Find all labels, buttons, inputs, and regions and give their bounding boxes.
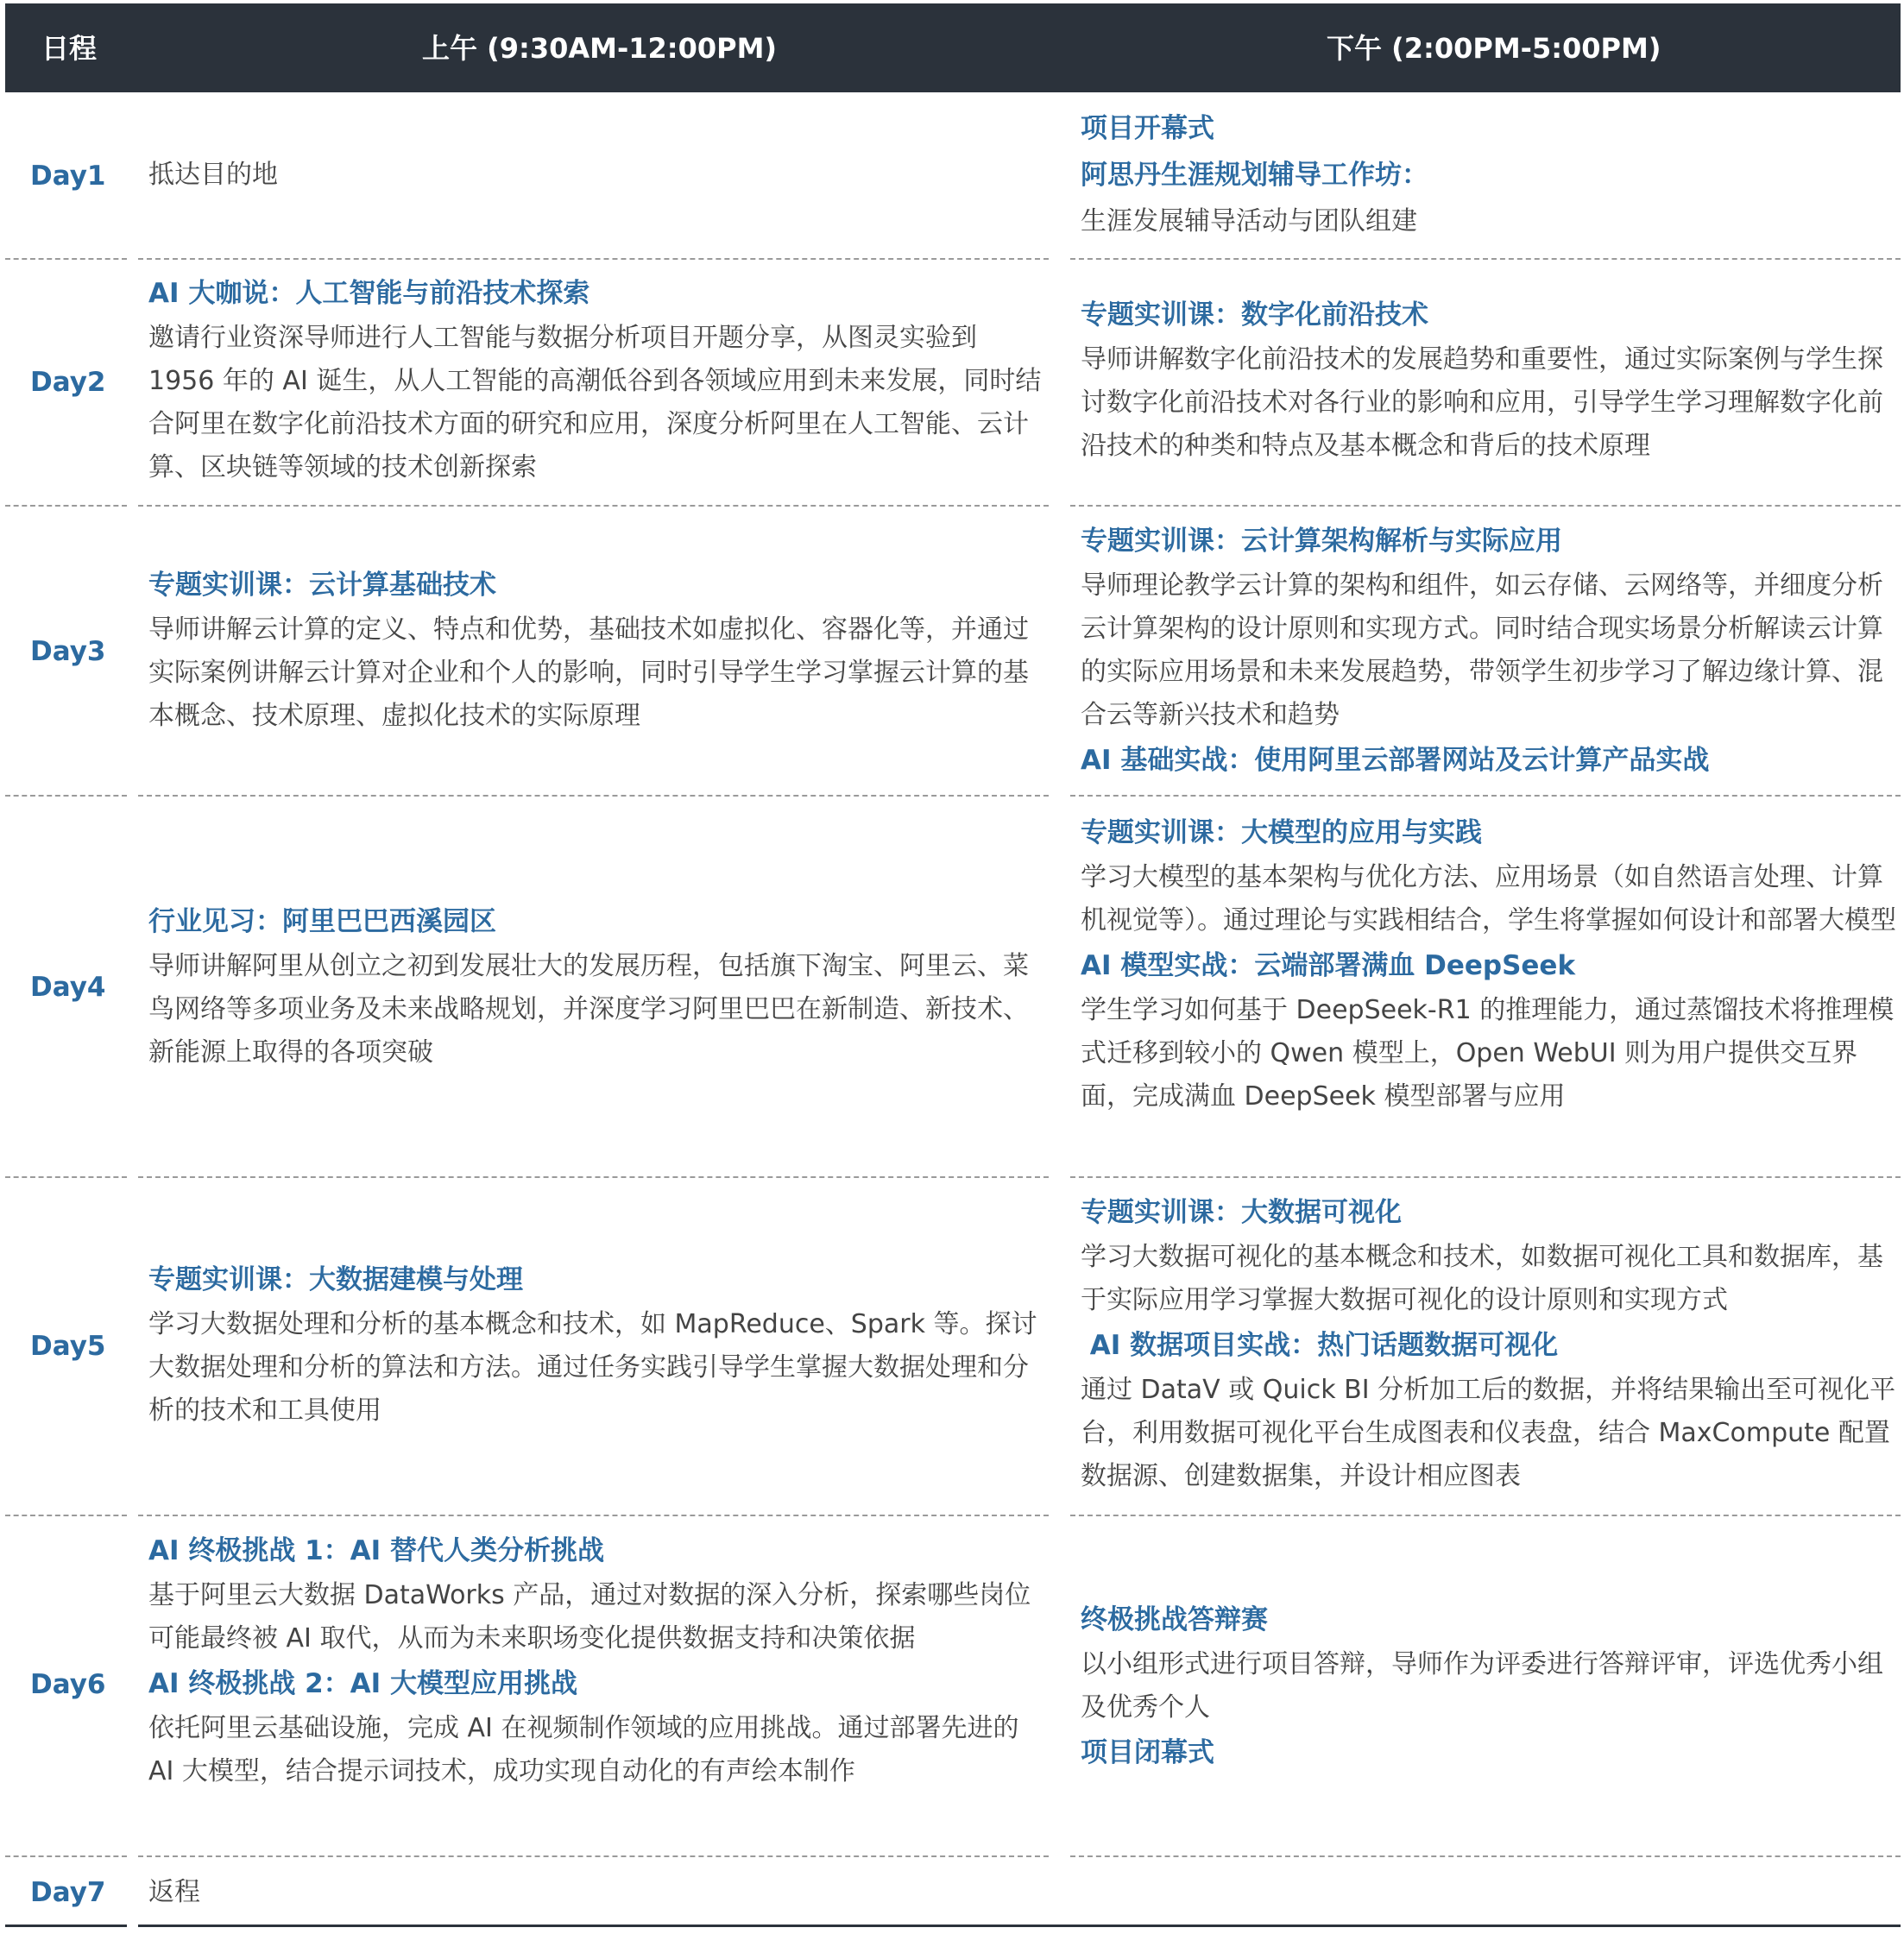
pm-session [1081,810,1901,1118]
pm-title: 专题实训课：大数据可视化 [1081,1197,1402,1228]
am-text: 导师讲解云计算的定义、特点和优势，基础技术如虚拟化、容器化等，并通过实际案例讲解云计算对企业和个人的影响，同时引导学生学习掌握云计算的基本概念、技术原理、虚拟化技术的实际原理 [148,614,1029,731]
am-session [148,1257,1046,1433]
row-divider [5,1176,127,1178]
pm-text: 生涯发展辅导活动与团队组建 [1081,206,1417,236]
pm-title: 专题实训课：大模型的应用与实践 [1081,817,1482,848]
am-plain-text: 返程 [148,1877,200,1907]
row-divider [5,1855,127,1857]
row-divider [138,1855,1049,1857]
header-day-label: 日程 [41,32,98,65]
row-divider [1070,258,1901,260]
am-text: 学习大数据处理和分析的基本概念和技术，如 MapReduce、Spark 等。探讨大数据处理和分析的算法和方法。通过任务实践引导学生掌握大数据处理和分析的技术和工具使用 [148,1309,1037,1426]
day-label: Day7 [30,1877,106,1908]
pm-title: AI 模型实战：云端部署满血 DeepSeek [1081,950,1576,981]
row-divider [1070,1855,1901,1857]
am-title: AI 大咖说：人工智能与前沿技术探索 [148,278,590,309]
pm-session [1081,105,1901,245]
row-divider [5,795,127,797]
pm-text: 学生学习如何基于 DeepSeek-R1 的推理能力，通过蒸馏技术将推理模式迁移到较小的 Qwen 模型上，Open WebUI 则为用户提供交互界面，完成满血 DeepSeek 模型部署与应用 [1081,995,1895,1112]
pm-session [1081,1189,1901,1498]
pm-text: 以小组形式进行项目答辩，导师作为评委进行答辩评审，评选优秀小组及优秀个人 [1081,1649,1883,1723]
pm-title: 专题实训课：云计算架构解析与实际应用 [1081,526,1562,557]
am-title: 行业见习：阿里巴巴西溪园区 [148,906,496,937]
row-divider [5,505,127,507]
am-text: 基于阿里云大数据 DataWorks 产品，通过对数据的深入分析，探索哪些岗位可能最终被 AI 取代，从而为未来职场变化提供数据支持和决策依据 [148,1580,1031,1654]
pm-title: AI 基础实战：使用阿里云部署网站及云计算产品实战 [1081,745,1710,776]
day-label: Day5 [30,1331,106,1362]
am-plain-text: 抵达目的地 [148,160,278,190]
am-session [148,898,1046,1074]
row-divider [5,258,127,260]
day-label: Day2 [30,367,106,398]
header-am-label: 上午 (9:30AM-12:00PM) [422,32,778,65]
pm-title: 项目闭幕式 [1081,1737,1214,1768]
am-session [148,562,1046,738]
am-title: 专题实训课：大数据建模与处理 [148,1264,523,1295]
am-session [148,152,1046,198]
am-text: 导师讲解阿里从创立之初到发展壮大的发展历程，包括旗下淘宝、阿里云、菜鸟网络等多项业务及未来战略规划，并深度学习阿里巴巴在新制造、新技术、新能源上取得的各项突破 [148,951,1029,1068]
table-bottom-border [138,1925,1901,1927]
row-divider [5,1515,127,1516]
pm-text: 导师理论教学云计算的架构和组件，如云存储、云网络等，并细度分析云计算架构的设计原则和实现方式。同时结合现实场景分析解读云计算的实际应用场景和未来发展趋势，带领学生初步学习了解边缘计算、混合云等新兴技术和趋势 [1081,570,1883,730]
pm-text: 通过 DataV 或 Quick BI 分析加工后的数据，并将结果输出至可视化平台，利用数据可视化平台生成图表和仪表盘，结合 MaxCompute 配置数据源、创建数据集，并设计相应图表 [1081,1375,1896,1491]
row-divider [1070,505,1901,507]
pm-text: 导师讲解数字化前沿技术的发展趋势和重要性，通过实际案例与学生探讨数字化前沿技术对各行业的影响和应用，引导学生学习理解数字化前沿技术的种类和特点及基本概念和背后的技术原理 [1081,344,1883,461]
row-divider [138,505,1049,507]
day-label: Day3 [30,636,106,667]
pm-title: 项目开幕式 [1081,113,1214,144]
row-divider [138,795,1049,797]
row-divider [1070,795,1901,797]
pm-session [1081,518,1901,784]
am-session [148,1528,1046,1793]
day-label: Day1 [30,161,106,192]
row-divider [138,258,1049,260]
row-divider [1070,1176,1901,1178]
pm-session [1081,292,1901,468]
day-label: Day6 [30,1669,106,1700]
am-text: 邀请行业资深导师进行人工智能与数据分析项目开题分享，从图灵实验到 1956 年的 AI 诞生，从人工智能的高潮低谷到各领域应用到未来发展，同时结合阿里在数字化前沿技术方面的研究和应用，深度分析阿里在人工智能、云计算、区块链等领域的技术创新探索 [148,323,1042,482]
row-divider [1070,1515,1901,1516]
am-title: 专题实训课：云计算基础技术 [148,570,496,601]
am-text: 依托阿里云基础设施，完成 AI 在视频制作领域的应用挑战。通过部署先进的 AI 大模型，结合提示词技术，成功实现自动化的有声绘本制作 [148,1713,1019,1786]
day-label: Day4 [30,972,106,1003]
row-divider [138,1176,1049,1178]
header-pm-label: 下午 (2:00PM-5:00PM) [1327,32,1661,65]
row-divider [138,1515,1049,1516]
schedule-header [5,3,1901,92]
am-session [148,270,1046,489]
pm-title: 终极挑战答辩赛 [1081,1604,1268,1635]
pm-title: 阿思丹生涯规划辅导工作坊： [1081,160,1428,191]
pm-title: 专题实训课：数字化前沿技术 [1081,299,1428,331]
am-title: AI 终极挑战 2：AI 大模型应用挑战 [148,1668,577,1699]
pm-title: AI 数据项目实战：热门话题数据可视化 [1081,1330,1559,1361]
am-session [148,1869,1046,1916]
pm-text: 学习大数据可视化的基本概念和技术，如数据可视化工具和数据库，基于实际应用学习掌握大数据可视化的设计原则和实现方式 [1081,1242,1883,1315]
pm-text: 学习大模型的基本架构与优化方法、应用场景（如自然语言处理、计算机视觉等）。通过理论与实践相结合，学生将掌握如何设计和部署大模型 [1081,862,1896,936]
pm-session [1081,1597,1901,1776]
am-title: AI 终极挑战 1：AI 替代人类分析挑战 [148,1535,604,1566]
table-bottom-border [5,1925,127,1927]
